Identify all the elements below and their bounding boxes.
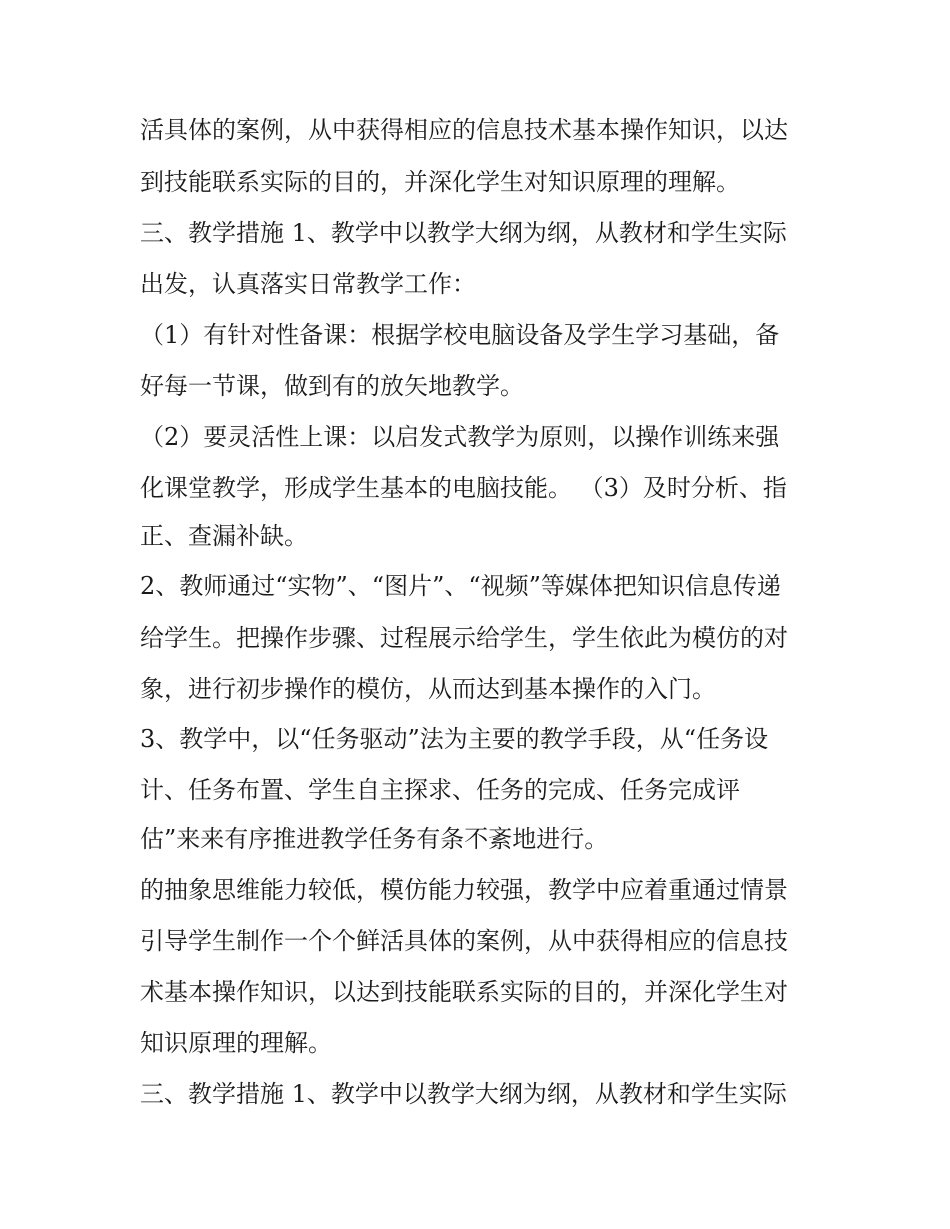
text-line: 到技能联系实际的目的，并深化学生对知识原理的理解。 xyxy=(140,168,740,196)
text-line: 的抽象思维能力较低，模仿能力较强，教学中应着重通过情景 xyxy=(140,876,788,904)
text-line: 术基本操作知识，以达到技能联系实际的目的，并深化学生对 xyxy=(140,978,788,1006)
text-line: 知识原理的理解。 xyxy=(140,1029,332,1057)
text-line: （1）有针对性备课：根据学校电脑设备及学生学习基础，备 xyxy=(140,321,780,349)
text-line: 估”来来有序推进教学任务有条不紊地进行。 xyxy=(140,825,609,853)
text-line: 2、教师通过“实物”、“图片”、“视频”等媒体把知识信息传递 xyxy=(140,572,781,600)
text-line: 象，进行初步操作的模仿，从而达到基本操作的入门。 xyxy=(140,675,716,703)
text-line: 活具体的案例，从中获得相应的信息技术基本操作知识，以达 xyxy=(140,116,788,144)
text-line: （2）要灵活性上课：以启发式教学为原则，以操作训练来强 xyxy=(140,423,780,451)
text-line: 3、教学中，以“任务驱动”法为主要的教学手段，从“任务设 xyxy=(140,725,769,753)
text-line: 计、任务布置、学生自主探求、任务的完成、任务完成评 xyxy=(140,776,740,804)
text-line: 正、查漏补缺。 xyxy=(140,522,308,550)
text-line: 化课堂教学，形成学生基本的电脑技能。 （3）及时分析、指 xyxy=(140,474,787,502)
text-line: 引导学生制作一个个鲜活具体的案例，从中获得相应的信息技 xyxy=(140,927,788,955)
text-line: 好每一节课，做到有的放矢地教学。 xyxy=(140,372,524,400)
text-line: 三、教学措施 1、教学中以教学大纲为纲，从教材和学生实际 xyxy=(140,219,787,247)
text-line: 三、教学措施 1、教学中以教学大纲为纲，从教材和学生实际 xyxy=(140,1080,787,1108)
text-line: 出发，认真落实日常教学工作： xyxy=(140,270,476,298)
text-line: 给学生。把操作步骤、过程展示给学生，学生依此为模仿的对 xyxy=(140,624,788,652)
